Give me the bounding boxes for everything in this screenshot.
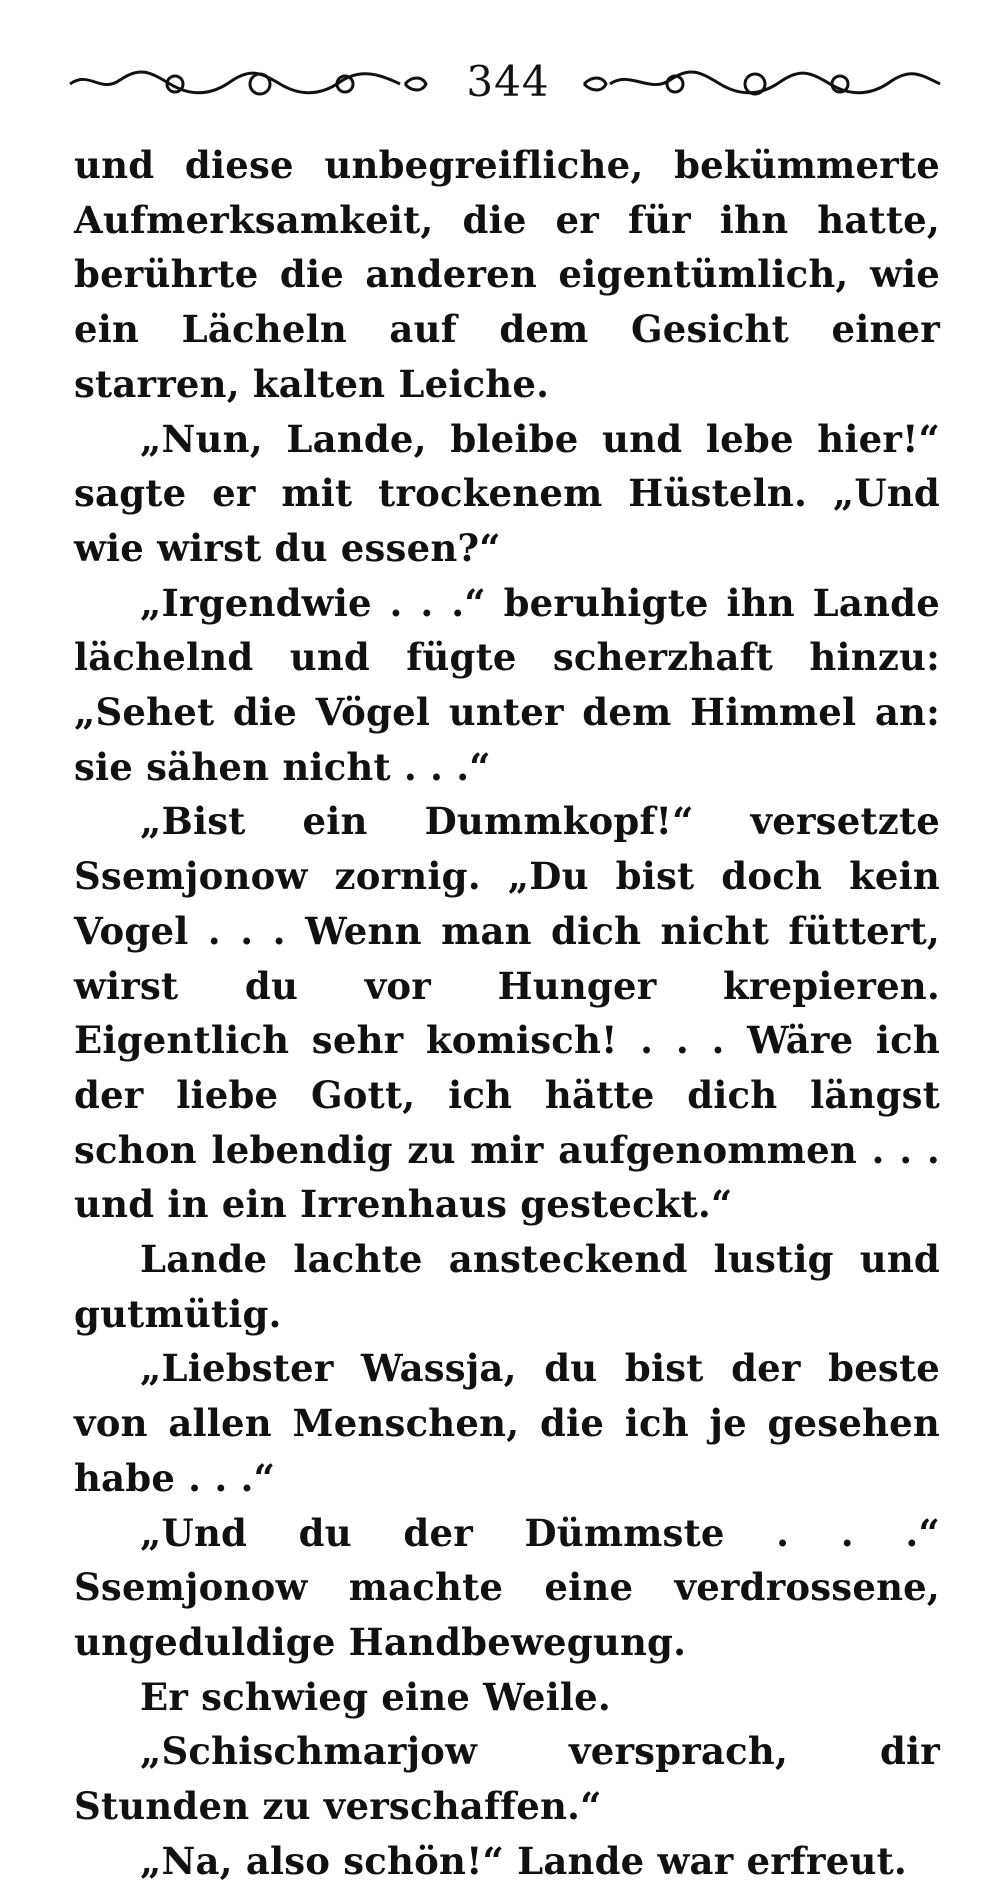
paragraph: und diese unbegreifliche, bekümmerte Aufmerksamkeit, die er für ihn hatte, berührte die anderen eigentümlich, wie ein Lächeln auf dem Gesicht einer starren, kalten Leiche. xyxy=(74,143,940,406)
paragraph: „Liebster Wassja, du bist der beste von allen Menschen, die ich je gesehen habe . . .“ xyxy=(74,1346,940,1500)
paragraph: „Na, also schön!“ Lande war erfreut. xyxy=(140,1838,907,1883)
paragraph: „Nun, Lande, bleibe und lebe hier!“ sagte er mit trockenem Hüsteln. „Und wie wirst du essen?“ xyxy=(74,416,940,570)
page-number: 344 xyxy=(466,57,550,106)
paragraph: „Irgendwie . . .“ beruhigte ihn Lande lächelnd und fügte scherzhaft hinzu: „Sehet die Vögel unter dem Himmel an: sie sähen nicht . . .“ xyxy=(74,580,940,789)
ornament-left-icon xyxy=(70,66,430,102)
paragraph: „Bist ein Dummkopf!“ versetzte Ssemjonow zornig. „Du bist doch kein Vogel . . . Wenn man dich nicht füttert, wirst du vor Hunger krepieren. Eigentlich sehr komisch! . . . Wäre ich der liebe Gott, ich hätte dich längst schon lebendig zu mir aufgenommen . . . und in ein Irrenhaus gesteckt.“ xyxy=(74,799,940,1227)
paragraph: Lande lachte ansteckend lustig und gutmütig. xyxy=(74,1237,940,1336)
paragraph: „Und du der Dümmste . . .“ Ssemjonow machte eine verdrossene, ungeduldige Handbewegung. xyxy=(74,1510,940,1664)
main-text xyxy=(74,138,940,1889)
page-header xyxy=(70,52,940,112)
paragraph: „Schischmarjow versprach, dir Stunden zu verschaffen.“ xyxy=(74,1729,940,1829)
ornament-right-icon xyxy=(580,66,940,102)
paragraph: Er schwieg eine Weile. xyxy=(140,1674,611,1719)
